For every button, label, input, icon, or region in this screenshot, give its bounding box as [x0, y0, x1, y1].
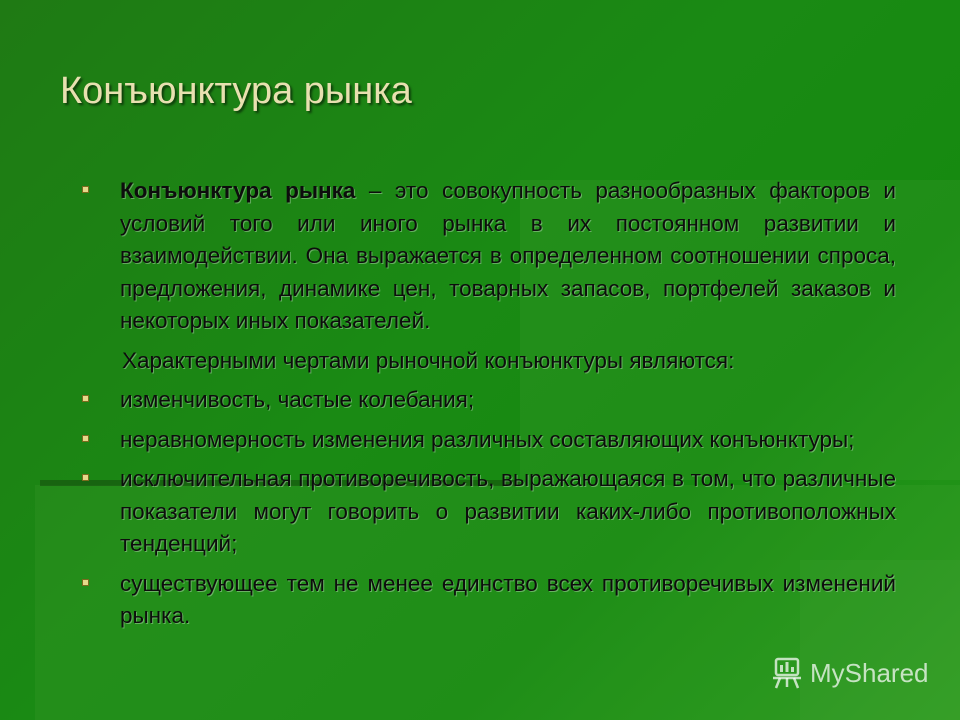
square-bullet-icon [82, 186, 89, 193]
feature-text: неравномерность изменения различных составляющих конъюнктуры; [120, 426, 855, 452]
square-bullet-icon [82, 474, 89, 481]
feature-text: исключительная противоречивость, выражающаяся в том, что различные показатели могут говорить о развитии каких-либо противоположных тенденций; [120, 466, 896, 556]
square-bullet-icon [82, 435, 89, 442]
features-heading: Характерными чертами рыночной конъюнктуры являются: [122, 347, 735, 373]
square-bullet-icon [82, 395, 89, 402]
square-bullet-icon [82, 579, 89, 586]
presentation-board-icon [770, 656, 804, 690]
definition-paragraph [82, 175, 896, 338]
feature-item [82, 424, 896, 457]
definition-term: Конъюнктура рынка [120, 178, 356, 203]
feature-text: существующее тем не менее единство всех противоречивых изменений рынка. [120, 570, 896, 628]
watermark-text: MyShared [810, 657, 929, 688]
feature-item [82, 384, 896, 417]
watermark [770, 656, 929, 690]
feature-text: изменчивость, частые колебания; [120, 387, 475, 412]
slide-content [82, 175, 896, 633]
feature-item [82, 568, 896, 633]
feature-item [82, 463, 896, 561]
definition-text: – это совокупность разнообразных факторов и условий того или иного рынка в их постоянном развитии и взаимодействии. Она выражается в определенном соотношении спроса, предложения, динамике цен, товарных запасов, портфелей заказов и некоторых иных показателей. [120, 178, 896, 333]
slide-title: Конъюнктура рынка [60, 70, 412, 112]
